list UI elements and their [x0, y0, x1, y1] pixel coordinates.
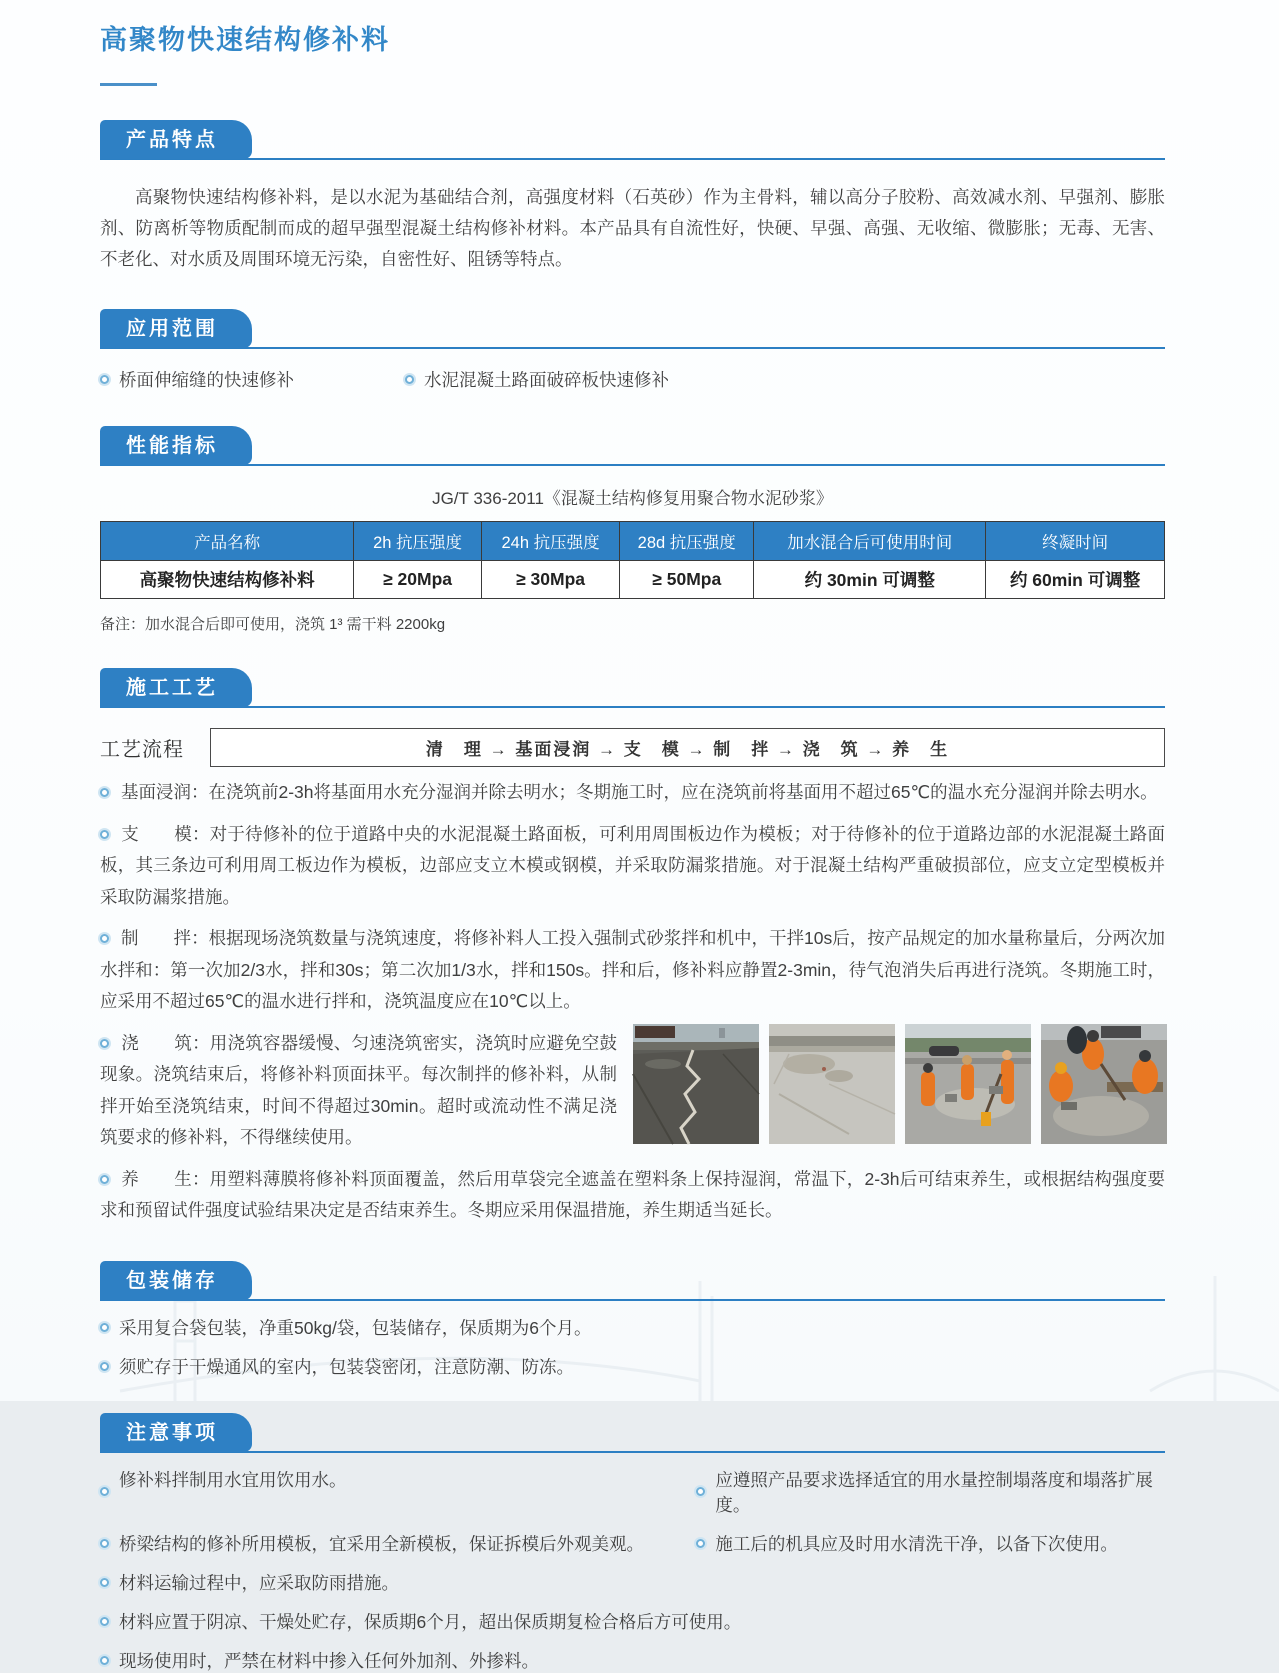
notes-row [100, 1467, 1165, 1517]
performance-table [100, 521, 1165, 599]
list-item [100, 1467, 696, 1517]
list-item [405, 367, 669, 392]
list-item [696, 1531, 1165, 1556]
note-item-label: 施工后的机具应及时用水清洗干净，以备下次使用。 [715, 1533, 1118, 1554]
ring-bullet-icon [100, 1578, 109, 1587]
cell-usable-time: 约 30min 可调整 [754, 561, 986, 599]
ring-bullet-icon [100, 934, 109, 943]
process-flow [100, 728, 1165, 767]
note-item-label: 材料应置于阴凉、干燥处贮存，保质期6个月，超出保质期复检合格后方可使用。 [119, 1611, 742, 1632]
ring-bullet-icon [100, 1656, 109, 1665]
title-underline [100, 83, 157, 86]
photo-cracked-pavement [633, 1024, 759, 1144]
standard-reference: JG/T 336-2011《混凝土结构修复用聚合物水泥砂浆》 [432, 489, 833, 509]
col-header: 产品名称 [101, 522, 354, 561]
col-header: 终凝时间 [986, 522, 1165, 561]
section-header-performance [100, 426, 1165, 466]
flow-sequence: 清 理 → 基面浸润 → 支 模 → 制 拌 → 浇 筑 → 养 生 [210, 728, 1165, 767]
section-tab-performance: 性能指标 [100, 426, 252, 465]
table-row [101, 561, 1165, 599]
col-header: 加水混合后可使用时间 [754, 522, 986, 561]
section-tab-applications: 应用范围 [100, 309, 252, 348]
application-item-label: 桥面伸缩缝的快速修补 [119, 370, 294, 391]
cell-24h-strength: ≥ 30Mpa [481, 561, 619, 599]
cell-2h-strength: ≥ 20Mpa [354, 561, 482, 599]
section-header-packaging [100, 1261, 1165, 1301]
list-item [100, 1609, 1165, 1634]
step-text: 基面浸润：在浇筑前2-3h将基面用水充分湿润并除去明水；冬期施工时，应在浇筑前将基面用不超过65℃的温水充分湿润并除去明水。 [121, 782, 1158, 803]
list-item [100, 1354, 1165, 1379]
ring-bullet-icon [100, 830, 109, 839]
section-tab-construction: 施工工艺 [100, 668, 252, 707]
note-item-label: 桥梁结构的修补所用模板，宜采用全新模板，保证拆模后外观美观。 [119, 1533, 644, 1554]
col-header: 28d 抗压强度 [620, 522, 754, 561]
ring-bullet-icon [405, 375, 414, 384]
ring-bullet-icon [100, 1539, 109, 1548]
page-title: 高聚物快速结构修补料 [100, 25, 390, 55]
cell-final-set-time: 约 60min 可调整 [986, 561, 1165, 599]
packaging-item-label: 须贮存于干燥通风的室内，包装袋密闭，注意防潮、防冻。 [119, 1356, 574, 1377]
photo-workers-placing-material [1041, 1024, 1167, 1144]
ring-bullet-icon [100, 375, 109, 384]
list-item [100, 367, 405, 392]
site-photos [633, 1024, 1165, 1144]
photo-damaged-concrete-slab [769, 1024, 895, 1144]
note-item-label: 应遵照产品要求选择适宜的用水量控制塌落度和塌落扩展度。 [715, 1469, 1153, 1515]
photo-road-repair-workers [905, 1024, 1031, 1144]
col-header: 24h 抗压强度 [481, 522, 619, 561]
applications-list [100, 367, 1165, 392]
table-header-row [101, 522, 1165, 561]
list-item [696, 1467, 1165, 1517]
packaging-item-label: 采用复合袋包装，净重50kg/袋，包装储存，保质期为6个月。 [119, 1317, 592, 1338]
construction-step [100, 1164, 1165, 1227]
ring-bullet-icon [100, 1039, 109, 1048]
note-item-label: 修补料拌制用水宜用饮用水。 [119, 1469, 347, 1490]
step-text: 浇 筑：用浇筑容器缓慢、匀速浇筑密实，浇筑时应避免空鼓现象。浇筑结束后，将修补料顶面抹平。每次制拌的修补料，从制拌开始至浇筑结束，时间不得超过30min。超时或流动性不满足浇筑要求的修补料，不得继续使用。 [100, 1032, 617, 1148]
section-tab-features: 产品特点 [100, 120, 252, 159]
construction-step [100, 777, 1165, 809]
col-header: 2h 抗压强度 [354, 522, 482, 561]
section-header-applications [100, 309, 1165, 349]
ring-bullet-icon [100, 1175, 109, 1184]
note-item-label: 材料运输过程中，应采取防雨措施。 [119, 1572, 399, 1593]
list-item [100, 1531, 696, 1556]
ring-bullet-icon [100, 788, 109, 797]
cell-product-name: 高聚物快速结构修补料 [101, 561, 354, 599]
ring-bullet-icon [100, 1487, 109, 1496]
construction-step [100, 819, 1165, 914]
flow-label: 工艺流程 [100, 739, 184, 762]
step-text: 支 模：对于待修补的位于道路中央的水泥混凝土路面板，可利用周围板边作为模板；对于待修补的位于道路边部的水泥混凝土路面板，其三条边可利用周工板边作为模板，边部应支立木模或钢模，并采取防漏浆措施。对于混凝土结构严重破损部位，应支立定型模板并采取防漏浆措施。 [100, 823, 1165, 907]
section-header-notes [100, 1413, 1165, 1453]
ring-bullet-icon [696, 1539, 705, 1548]
table-note: 备注：加水混合后即可使用，浇筑 1³ 需干料 2200kg [100, 616, 446, 634]
section-tab-packaging: 包装储存 [100, 1261, 252, 1300]
application-item-label: 水泥混凝土路面破碎板快速修补 [424, 370, 669, 391]
list-item [100, 1570, 1165, 1595]
ring-bullet-icon [100, 1362, 109, 1371]
cell-28d-strength: ≥ 50Mpa [620, 561, 754, 599]
section-header-construction [100, 668, 1165, 708]
note-item-label: 现场使用时，严禁在材料中掺入任何外加剂、外掺料。 [119, 1650, 539, 1671]
step-text: 制 拌：根据现场浇筑数量与浇筑速度，将修补料人工投入强制式砂浆拌和机中，干拌10s后，按产品规定的加水量称量后，分两次加水拌和：第一次加2/3水，拌和30s；第二次加1/3水，拌和150s。拌和后，修补料应静置2-3min，待气泡消失后再进行浇筑。冬期施工时，应采用不超过65℃的温水进行拌和，浇筑温度应在10℃以上。 [100, 928, 1165, 1012]
step-text: 养 生：用塑料薄膜将修补料顶面覆盖，然后用草袋完全遮盖在塑料条上保持湿润，常温下，2-3h后可结束养生，或根据结构强度要求和预留试件强度试验结果决定是否结束养生。冬期应采用保温措施，养生期适当延长。 [100, 1168, 1165, 1221]
features-body: 高聚物快速结构修补料，是以水泥为基础结合剂，高强度材料（石英砂）作为主骨料，辅以高分子胶粉、高效减水剂、早强剂、膨胀剂、防离析等物质配制而成的超早强型混凝土结构修补材料。本产品具有自流性好，快硬、早强、高强、无收缩、微膨胀；无毒、无害、不老化、对水质及周围环境无污染，自密性好、阻锈等特点。 [100, 187, 1165, 270]
section-header-features [100, 120, 1165, 160]
notes-row [100, 1531, 1165, 1556]
ring-bullet-icon [100, 1617, 109, 1626]
ring-bullet-icon [100, 1323, 109, 1332]
section-tab-notes: 注意事项 [100, 1413, 252, 1452]
construction-step [100, 923, 1165, 1018]
list-item [100, 1648, 1165, 1673]
ring-bullet-icon [696, 1487, 705, 1496]
list-item [100, 1315, 1165, 1340]
